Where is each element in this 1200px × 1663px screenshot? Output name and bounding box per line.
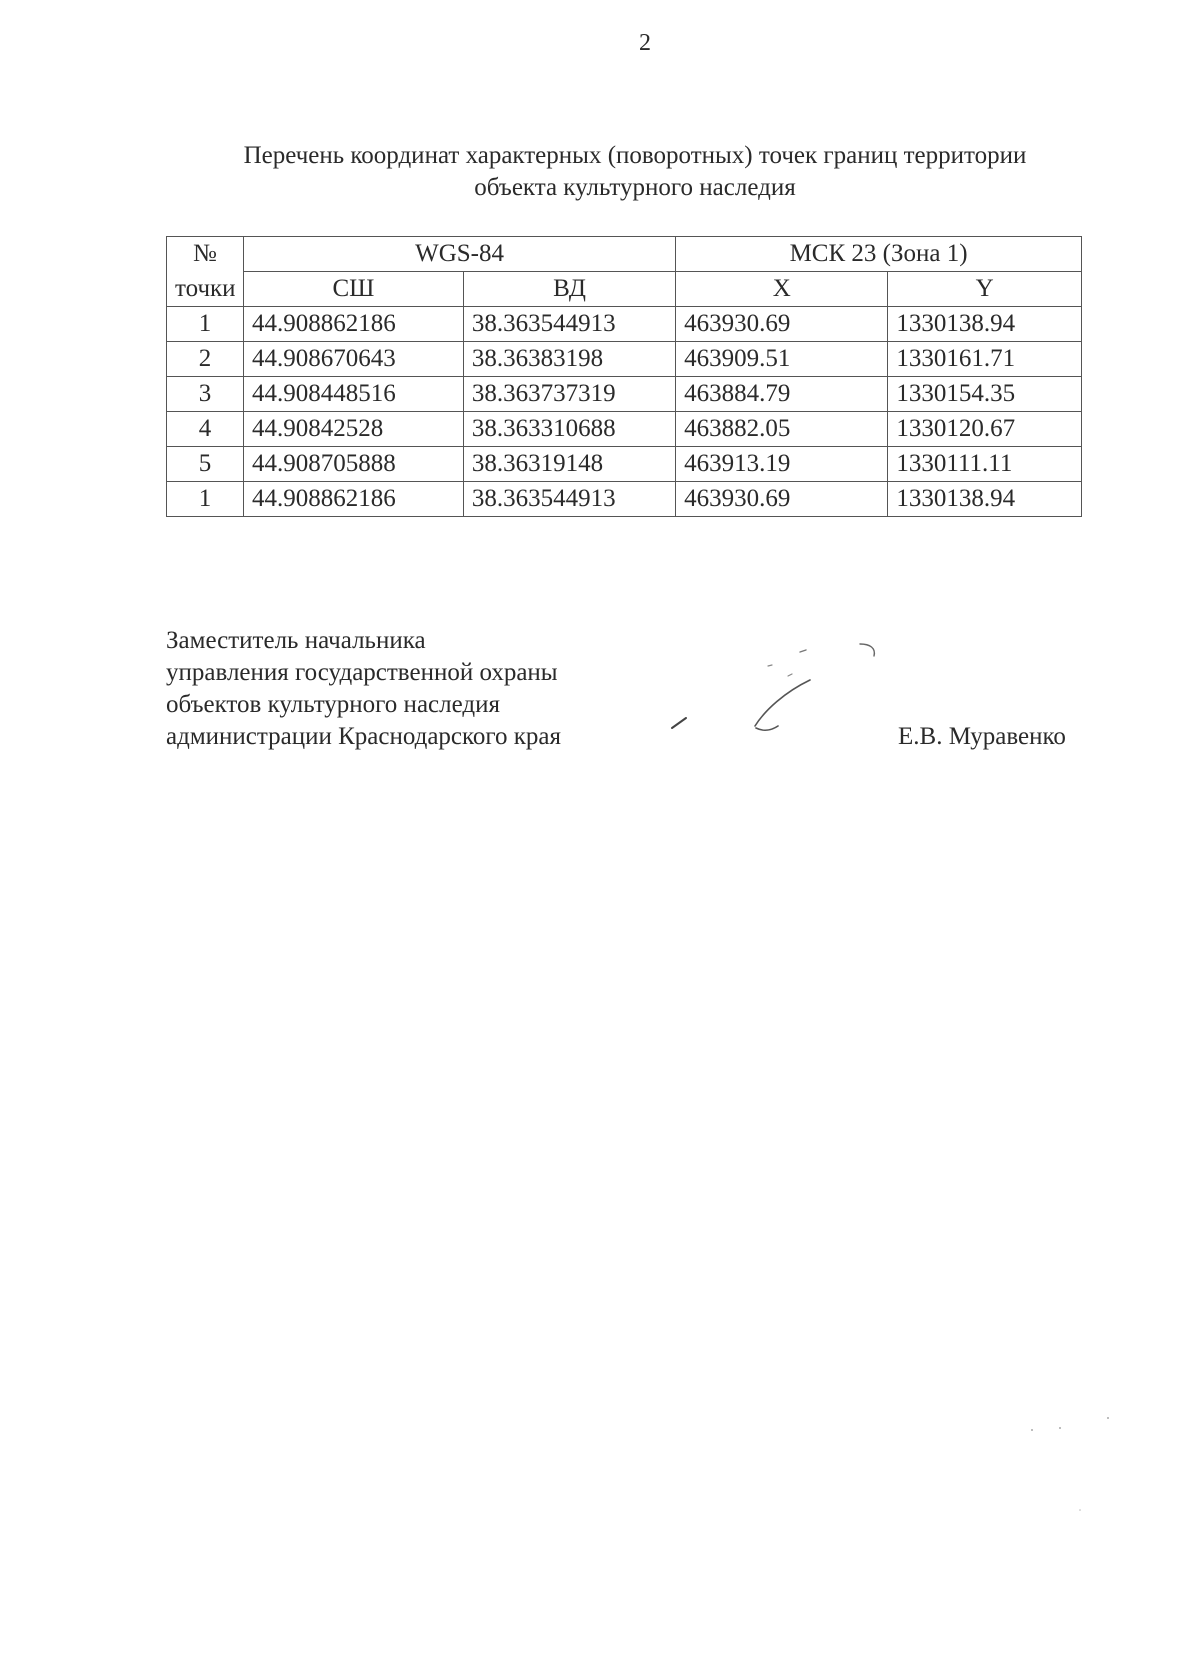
longitude-cell: 38.36319148 (463, 447, 675, 482)
x-coordinate-cell: 463930.69 (676, 482, 888, 517)
latitude-cell: 44.908862186 (243, 307, 463, 342)
longitude-cell: 38.363737319 (463, 377, 675, 412)
header-x: X (676, 272, 888, 307)
position-line-4: администрации Краснодарского края (166, 723, 562, 750)
longitude-cell: 38.363310688 (463, 412, 675, 447)
longitude-cell: 38.363544913 (463, 307, 675, 342)
table-row (167, 447, 1082, 482)
title-line-1: Перечень координат характерных (поворотных) точек границ территории (243, 142, 1027, 169)
title-line-2: объекта культурного наследия (474, 174, 796, 201)
scan-artifacts (1020, 1400, 1140, 1540)
x-coordinate-cell: 463913.19 (676, 447, 888, 482)
point-number-cell: 1 (167, 307, 244, 342)
latitude-cell: 44.908448516 (243, 377, 463, 412)
header-msk23: МСК 23 (Зона 1) (676, 237, 1082, 272)
y-coordinate-cell: 1330161.71 (888, 342, 1082, 377)
y-coordinate-cell: 1330138.94 (888, 482, 1082, 517)
y-coordinate-cell: 1330111.11 (888, 447, 1082, 482)
point-number-cell: 5 (167, 447, 244, 482)
position-line-3: объектов культурного наследия (166, 691, 500, 718)
signatory-position (166, 625, 561, 753)
header-wgs84: WGS-84 (243, 237, 675, 272)
document-title (160, 140, 1110, 204)
latitude-cell: 44.90842528 (243, 412, 463, 447)
signatory-name: Е.В. Муравенко (898, 723, 1066, 750)
y-coordinate-cell: 1330138.94 (888, 307, 1082, 342)
point-number-cell: 3 (167, 377, 244, 412)
table-header-row-2 (167, 272, 1082, 307)
position-line-1: Заместитель начальника (166, 627, 426, 654)
table-row (167, 482, 1082, 517)
header-longitude: ВД (463, 272, 675, 307)
y-coordinate-cell: 1330154.35 (888, 377, 1082, 412)
point-number-cell: 4 (167, 412, 244, 447)
header-point-label: точки (167, 272, 244, 307)
x-coordinate-cell: 463930.69 (676, 307, 888, 342)
table-body (167, 307, 1082, 517)
header-number-sign: № (167, 237, 244, 272)
page-number: 2 (639, 30, 651, 56)
y-coordinate-cell: 1330120.67 (888, 412, 1082, 447)
header-y: Y (888, 272, 1082, 307)
point-number-cell: 2 (167, 342, 244, 377)
header-latitude: СШ (243, 272, 463, 307)
x-coordinate-cell: 463884.79 (676, 377, 888, 412)
latitude-cell: 44.908670643 (243, 342, 463, 377)
handwritten-signature (660, 630, 900, 770)
table-row (167, 377, 1082, 412)
x-coordinate-cell: 463909.51 (676, 342, 888, 377)
table-header-row-1 (167, 237, 1082, 272)
position-line-2: управления государственной охраны (166, 659, 558, 686)
longitude-cell: 38.36383198 (463, 342, 675, 377)
table-row (167, 342, 1082, 377)
point-number-cell: 1 (167, 482, 244, 517)
latitude-cell: 44.908862186 (243, 482, 463, 517)
longitude-cell: 38.363544913 (463, 482, 675, 517)
table-row (167, 412, 1082, 447)
coordinates-table (166, 236, 1082, 517)
latitude-cell: 44.908705888 (243, 447, 463, 482)
table-row (167, 307, 1082, 342)
x-coordinate-cell: 463882.05 (676, 412, 888, 447)
